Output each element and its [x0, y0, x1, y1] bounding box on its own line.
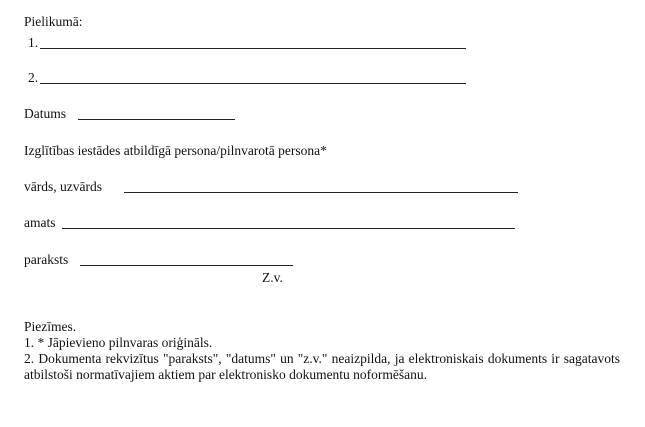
attachment-2-line[interactable] [40, 83, 466, 84]
attachments-heading: Pielikumā: [24, 14, 83, 29]
position-line[interactable] [62, 228, 515, 229]
note-2: 2. Dokumenta rekvizītus "paraksts", "datums" un "z.v." neaizpilda, ja elektroniskais dokuments ir sagatavots atbilstoši normatīvajiem aktiem par elektronisko dokumentu noformēšanu. [24, 351, 620, 382]
signature-line[interactable] [80, 265, 293, 266]
notes-section [24, 319, 620, 383]
position-label: amats [24, 215, 56, 230]
attachment-1-number: 1. [28, 35, 39, 50]
responsible-person-label: Izglītības iestādes atbildīgā persona/pilnvarotā persona* [24, 143, 327, 158]
date-label: Datums [24, 106, 66, 121]
signature-label: paraksts [24, 252, 69, 267]
name-line[interactable] [124, 192, 518, 193]
stamp-label: Z.v. [262, 270, 283, 285]
name-label: vārds, uzvārds [24, 179, 102, 194]
attachment-1-line[interactable] [40, 48, 466, 49]
attachment-2-number: 2. [28, 70, 39, 85]
notes-heading: Piezīmes. [24, 319, 77, 334]
date-line[interactable] [78, 119, 235, 120]
note-1: 1. * Jāpievieno pilnvaras oriģināls. [24, 335, 213, 350]
